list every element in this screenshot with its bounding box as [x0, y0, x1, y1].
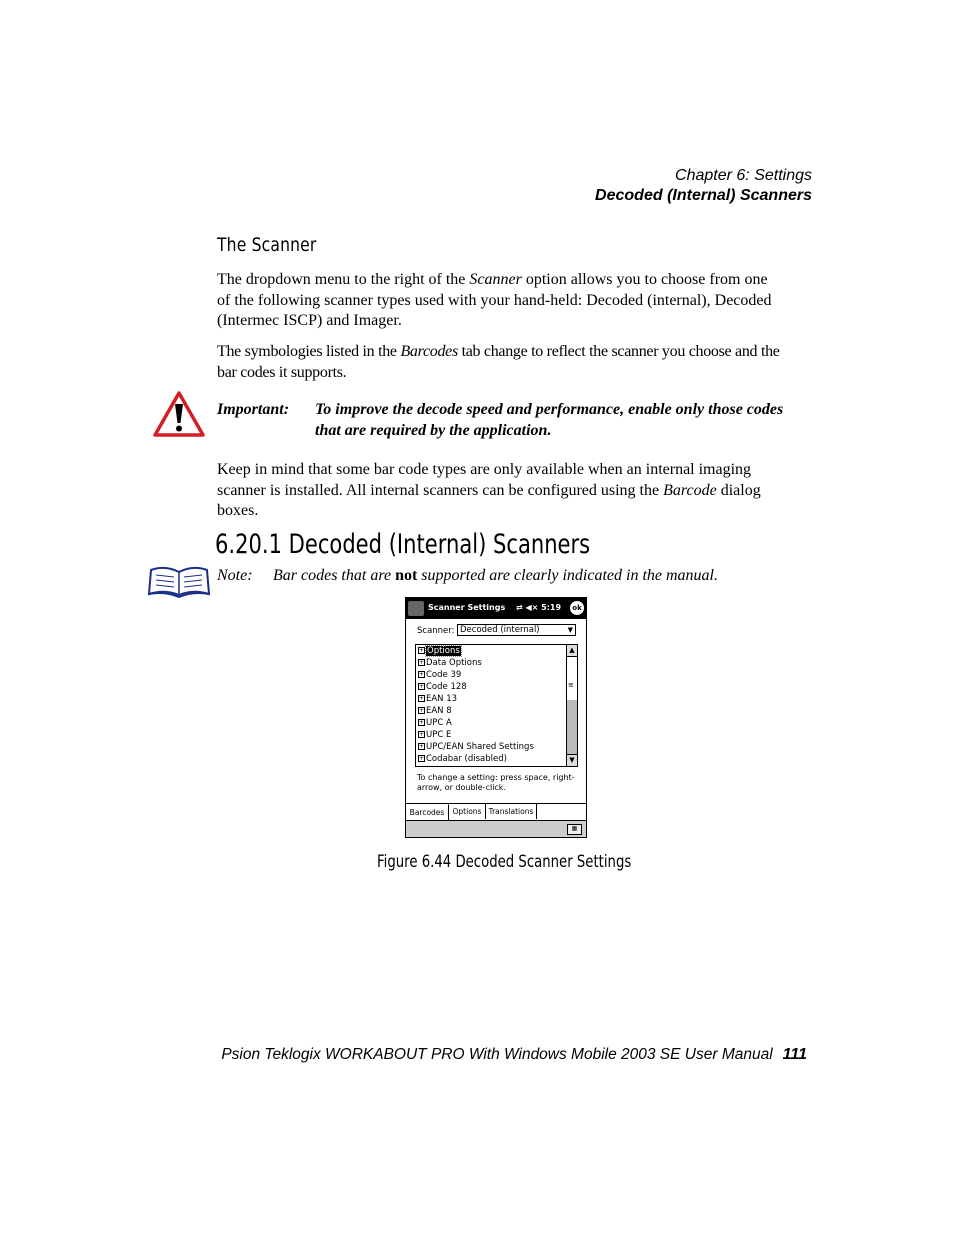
hint-text: To change a setting: press space, right-arrow, or double-click.	[417, 773, 575, 792]
tree-item-ean-13[interactable]: + EAN 13	[419, 694, 458, 704]
scroll-up-icon[interactable]: ▲	[567, 645, 577, 657]
keyboard-icon[interactable]: ▦	[567, 824, 582, 835]
expand-icon[interactable]: +	[419, 659, 425, 666]
tree-scrollbar[interactable]	[566, 645, 577, 766]
paragraph-symbologies: The symbologies listed in the Barcodes tab change to reflect the scanner you choose and the bar codes it supports.	[217, 343, 780, 381]
title-bar	[406, 598, 586, 619]
tree-item-upc-a[interactable]: + UPC A	[419, 718, 452, 728]
expand-icon[interactable]: +	[419, 671, 425, 678]
running-header-chapter: Chapter 6: Settings	[675, 167, 812, 184]
expand-icon[interactable]: +	[419, 683, 425, 690]
scanner-dropdown-value: Decoded (internal)	[460, 625, 540, 635]
running-header-section: Decoded (Internal) Scanners	[595, 187, 812, 204]
scanner-label: Scanner:	[417, 626, 455, 636]
tree-item-upc-ean-shared[interactable]: + UPC/EAN Shared Settings	[419, 742, 534, 752]
expand-icon[interactable]: +	[419, 755, 425, 762]
expand-icon[interactable]: +	[419, 695, 425, 702]
scanner-dropdown[interactable]	[457, 624, 576, 636]
windows-start-icon[interactable]	[408, 601, 424, 616]
tab-options[interactable]: Options	[449, 804, 486, 819]
tree-item-options[interactable]: + Options	[419, 646, 460, 656]
warning-triangle-icon	[153, 390, 205, 438]
tab-strip	[406, 803, 586, 820]
subsection-heading: 6.20.1 Decoded (Internal) Scanners	[215, 529, 591, 560]
chevron-down-icon: ▼	[567, 626, 573, 634]
scanner-settings-screenshot	[405, 597, 587, 838]
paragraph-internal-imaging: Keep in mind that some bar code types are only available when an internal imaging scanner is installed. All internal scanners can be configured using the Barcode dialog boxes.	[217, 461, 761, 519]
page-footer	[221, 1046, 807, 1064]
tree-item-upc-e[interactable]: + UPC E	[419, 730, 452, 740]
scroll-track[interactable]	[567, 700, 577, 755]
tree-item-code-128[interactable]: + Code 128	[419, 682, 467, 692]
note-text: Bar codes that are not supported are clearly indicated in the manual.	[273, 567, 718, 584]
expand-icon[interactable]: +	[419, 707, 425, 714]
paragraph-scanner-dropdown: The dropdown menu to the right of the Scanner option allows you to choose from one of the following scanner types used with your hand-held: Decoded (internal), Decoded (Intermec ISCP) and Imager.	[217, 271, 772, 329]
open-book-note-icon	[147, 564, 211, 598]
tab-translations[interactable]: Translations	[486, 804, 537, 819]
tab-barcodes[interactable]: Barcodes	[406, 804, 449, 820]
status-icons: ⇄ ◀× 5:19	[516, 603, 562, 612]
note-label: Note:	[217, 567, 253, 584]
ok-button[interactable]: ok	[570, 601, 584, 615]
menu-bar	[406, 820, 586, 838]
window-title: Scanner Settings	[428, 603, 506, 612]
section-heading-scanner: The Scanner	[217, 234, 317, 256]
tree-item-code-39[interactable]: + Code 39	[419, 670, 462, 680]
barcode-tree[interactable]	[415, 644, 578, 767]
expand-icon[interactable]: +	[419, 647, 425, 654]
expand-icon[interactable]: +	[419, 719, 425, 726]
footer-text: Psion Teklogix WORKABOUT PRO With Windows Mobile 2003 SE User Manual	[221, 1046, 773, 1063]
important-label: Important:	[217, 401, 290, 418]
tree-item-ean-8[interactable]: + EAN 8	[419, 706, 452, 716]
scroll-thumb[interactable]: ≡	[568, 681, 574, 689]
expand-icon[interactable]: +	[419, 743, 425, 750]
important-text: To improve the decode speed and performance, enable only those codes that are required by the application.	[315, 401, 784, 439]
figure-caption: Figure 6.44 Decoded Scanner Settings	[377, 852, 632, 872]
page-number: 111	[782, 1046, 807, 1063]
tree-item-data-options[interactable]: + Data Options	[419, 658, 482, 668]
tree-item-codabar[interactable]: + Codabar (disabled)	[419, 754, 507, 764]
scroll-down-icon[interactable]: ▼	[567, 754, 577, 766]
expand-icon[interactable]: +	[419, 731, 425, 738]
